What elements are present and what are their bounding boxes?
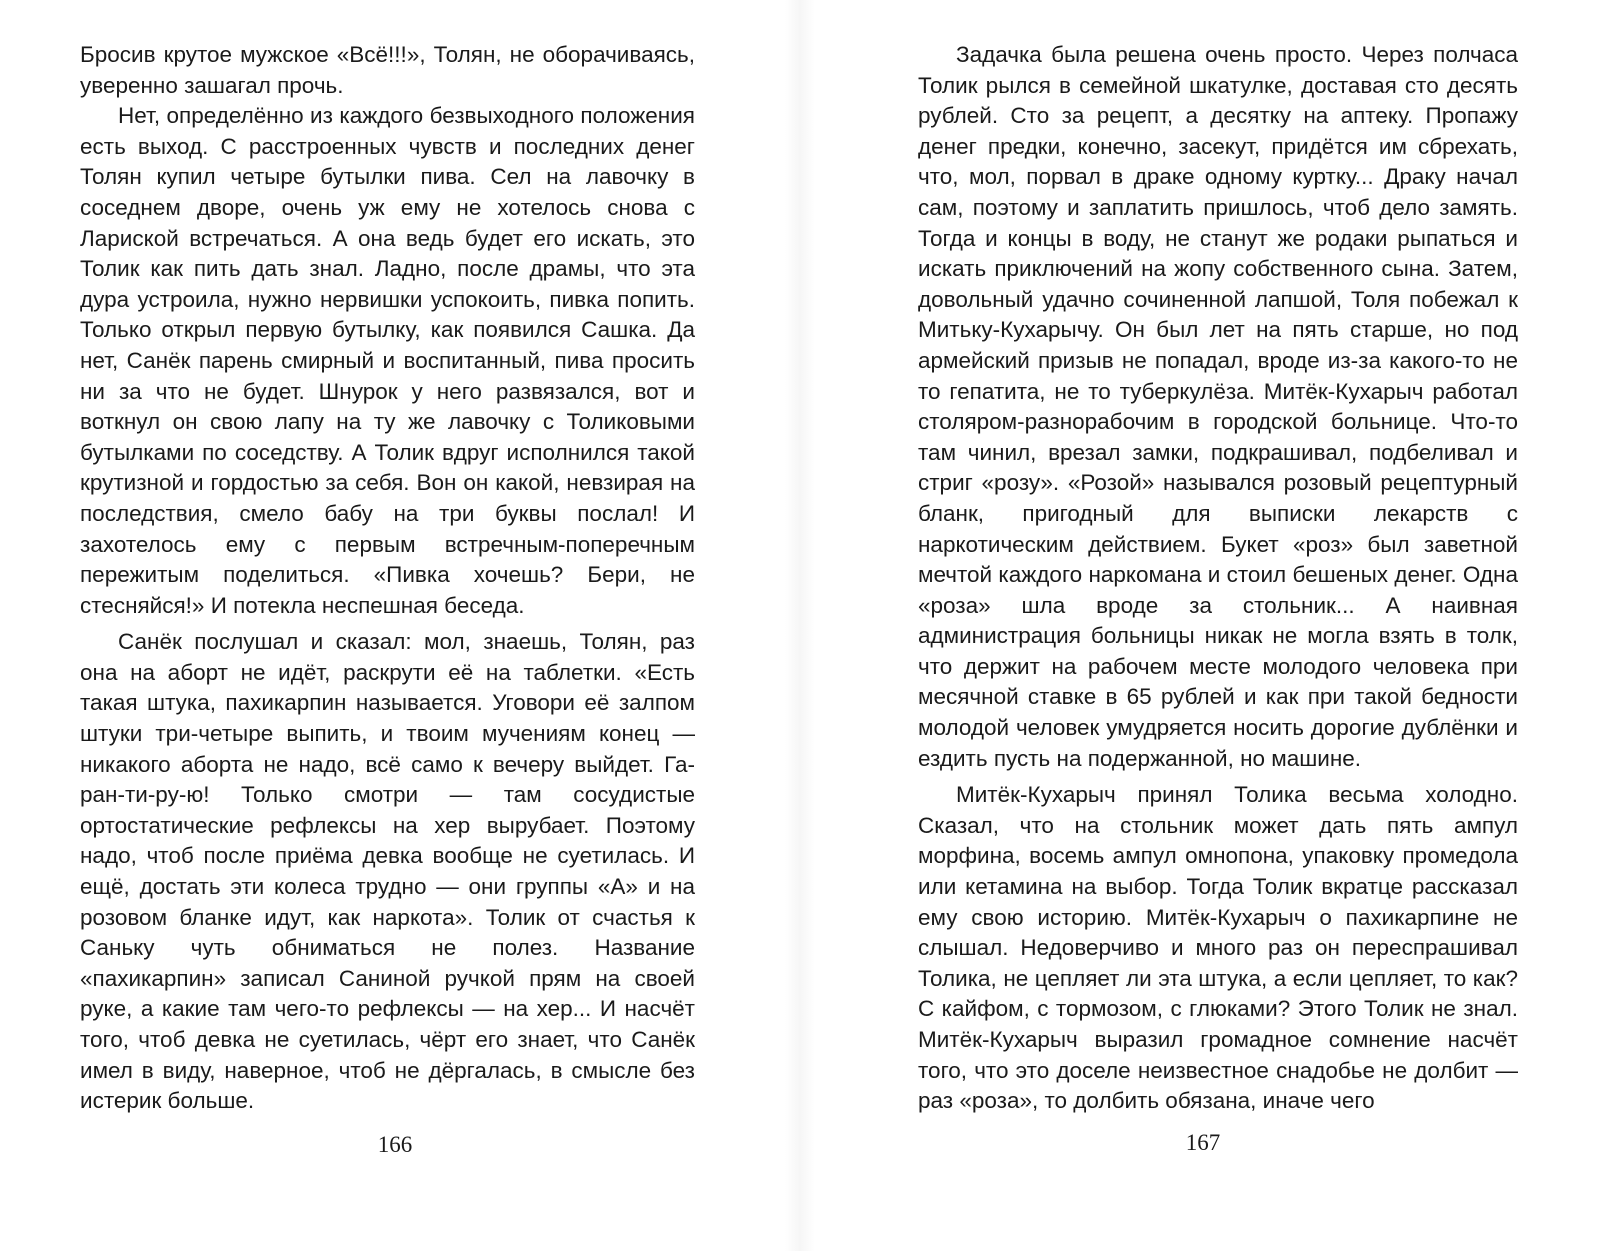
paragraph: Задачка была решена очень просто. Через полчаса Толик рылся в семейной шкатулке, доставая сто десять рублей. Сто за рецепт, а десятку на аптеку. Пропажу денег предки, конечно, засекут, придётся им сбрехать, что, мол, порвал в драке одному куртку... Драку начал сам, поэтому и заплатить пришлось, чтоб дело замять. Тогда и концы в воду, не станут же родаки рыпаться и искать приключений на жопу собственного сына. Затем, довольный удачно сочиненной лапшой, Толя побежал к Митьку-Кухарычу. Он был лет на пять старше, но под армейский призыв не попадал, вроде из-за какого-то не то гепатита, не то туберкулёза. Митёк-Кухарыч работал столяром-разнорабочим в городской больнице. Что-то там чинил, врезал замки, подкрашивал, подбеливал и стриг «розу». «Розой» назывался розовый рецептурный бланк, пригодный для выписки лекарств с наркотическим действием. Букет «роз» был заветной мечтой каждого наркомана и стоил бешеных денег. Одна «роза» шла вроде за стольник... А наивная администрация больницы никак не могла взять в толк, что держит на рабочем месте молодого человека при месячной ставке в 65 рублей и как при такой бедности молодой человек умудряется носить дорогие дублёнки и ездить пусть на подержанной, но машине. — [918, 42, 1518, 771]
book-gutter — [785, 0, 815, 1251]
left-page-text — [80, 40, 695, 1117]
paragraph: Нет, определённо из каждого безвыходного положения есть выход. С расстроенных чувств и последних денег Толян купил четыре бутылки пива. Сел на лавочку в соседнем дворе, очень уж ему не хотелось снова с Лариской встречаться. А она ведь будет его искать, это Толик как пить дать знал. Ладно, после драмы, что эта дура устроила, нужно нервишки успокоить, пивка попить. Только открыл первую бутылку, как появился Сашка. Да нет, Санёк парень смирный и воспитанный, пива просить ни за что не будет. Шнурок у него развязался, вот и воткнул он свою лапу на ту же лавочку с Толиковыми бутылками по соседству. А Толик вдруг исполнился такой крутизной и гордостью за себя. Вон он какой, невзирая на последствия, смело бабу на три буквы послал! И захотелось ему с первым встречным-поперечным пережитым поделиться. «Пивка хочешь? Бери, не стесняйся!» И потекла неспешная беседа. — [80, 103, 695, 618]
page-number: 166 — [377, 1132, 413, 1157]
page-number: 167 — [1185, 1130, 1221, 1155]
paragraph: Санёк послушал и сказал: мол, знаешь, Толян, раз она на аборт не идёт, раскрути её на таблетки. «Есть такая штука, пахикарпин называется. Уговори её залпом штуки три-четыре выпить, и твоим мучениям конец — никакого аборта не надо, всё само к вечеру выйдет. Га-ран-ти-ру-ю! Только смотри — там сосудистые ортостатические рефлексы на хер вырубает. Поэтому надо, чтоб после приёма девка вообще не суетилась. И ещё, достать эти колеса трудно — они группы «А» и на розовом бланке идут, как наркота». Толик от счастья к Саньку чуть обниматься не полез. Название «пахикарпин» записал Саниной ручкой прям на своей руке, а какие там чего-то рефлексы — на хер... И насчёт того, чтоб девка не суетилась, чёрт его знает, что Санёк имел в виду, наверное, чтоб не дёргалась, в смысле без истерик больше. — [80, 629, 695, 1114]
left-page — [80, 40, 695, 1220]
paragraph: Митёк-Кухарыч принял Толика весьма холодно. Сказал, что на стольник может дать пять ампул морфина, восемь ампул омнопона, упаковку промедола или кетамина на выбор. Тогда Толик вкратце рассказал ему свою историю. Митёк-Кухарыч о пахикарпине не слышал. Недоверчиво и много раз он переспрашивал Толика, не цепляет ли эта штука, а если цепляет, то как? С кайфом, с тормозом, с глюками? Этого Толик не знал. Митёк-Кухарыч выразил громадное сомнение насчёт того, что это доселе неизвестное снадобье не долбит — раз «роза», то долбить обязана, иначе чего — [918, 782, 1518, 1114]
right-page-text — [918, 40, 1518, 1117]
paragraph: Бросив крутое мужское «Всё!!!», Толян, не оборачиваясь, уверенно зашагал прочь. — [80, 42, 695, 98]
right-page — [918, 40, 1518, 1220]
